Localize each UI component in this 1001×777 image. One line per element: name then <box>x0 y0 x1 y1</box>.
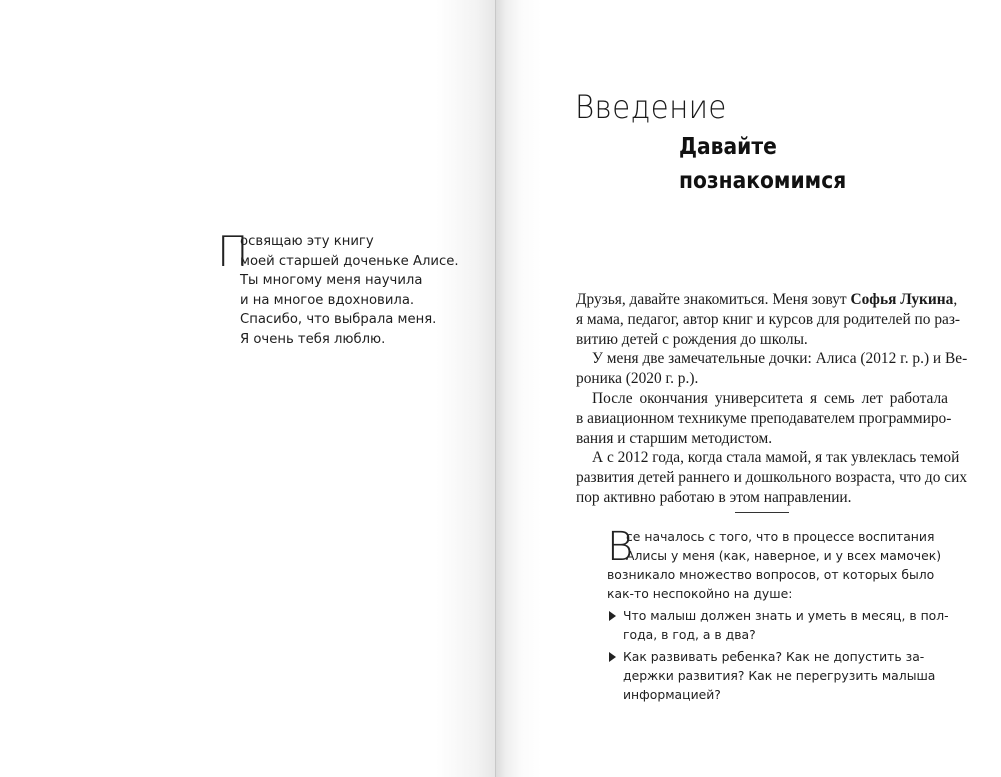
story-line: как-то неспокойно на душе: <box>607 586 793 601</box>
story-line: се началось с того, что в процессе воспитания <box>626 529 935 544</box>
bullet-triangle-icon <box>609 652 616 662</box>
text-run: , <box>953 291 958 308</box>
paragraph-line: пор активно работаю в этом направлении. <box>576 488 852 506</box>
bullet-triangle-icon <box>609 611 616 621</box>
paragraph-line: роника (2020 г. р.). <box>576 370 699 388</box>
paragraph-line: в авиационном техникуме преподавателем программиро- <box>576 409 952 427</box>
paragraph-line: У меня две замечательные дочки: Алиса (2012 г. р.) и Ве- <box>592 350 968 368</box>
subtitle-line: познакомимся <box>679 168 847 194</box>
paragraph-line: А с 2012 года, когда стала мамой, я так увлеклась темой <box>592 449 960 467</box>
intro-text <box>576 290 968 508</box>
story-line: Алисы у меня (как, наверное, и у всех мамочек) <box>626 548 942 563</box>
list-item-line: Что малыш должен знать и уметь в месяц, в пол- <box>623 608 949 623</box>
author-name: Софья Лукина <box>850 291 954 308</box>
dedication-line: моей старшей доченьке Алисе. <box>240 253 459 269</box>
paragraph-line: витию детей с рождения до школы. <box>576 330 808 348</box>
section-divider <box>735 512 789 513</box>
list-item-line: года, в год, а в два? <box>623 627 756 642</box>
dedication <box>217 227 477 350</box>
story-block <box>607 524 949 704</box>
story-line: возникало множество вопросов, от которых было <box>607 567 935 582</box>
list-item <box>607 606 949 644</box>
subtitle-line: Давайте <box>679 134 777 160</box>
dedication-line: Спасибо, что выбрала меня. <box>240 312 437 328</box>
dedication-line: Ты многому меня научила <box>240 273 423 289</box>
dedication-line: освящаю эту книгу <box>240 234 374 249</box>
chapter-subtitle <box>679 130 846 198</box>
section-title: Введение <box>575 88 727 126</box>
list-item-line: держки развития? Как не перегрузить малыша <box>623 668 936 683</box>
dedication-dropcap: П <box>217 227 249 276</box>
list-item <box>607 647 936 704</box>
paragraph-line: я мама, педагог, автор книг и курсов для родителей по раз- <box>576 310 961 328</box>
text-run: Друзья, давайте знакомиться. Меня зовут <box>576 291 851 308</box>
story-dropcap: В <box>607 524 634 570</box>
left-page <box>0 0 496 777</box>
list-item-line: информацией? <box>623 687 721 702</box>
paragraph-line <box>576 290 958 310</box>
dedication-line: и на многое вдохновила. <box>240 292 415 308</box>
list-item-line: Как развивать ребенка? Как не допустить за- <box>623 649 925 664</box>
paragraph-line: После окончания университета я семь лет работала <box>592 389 948 407</box>
dedication-line: Я очень тебя люблю. <box>240 331 386 347</box>
paragraph-line: развития детей раннего и дошкольного возраста, что до сих <box>576 469 968 487</box>
paragraph-line: вания и старшим методистом. <box>576 429 773 447</box>
